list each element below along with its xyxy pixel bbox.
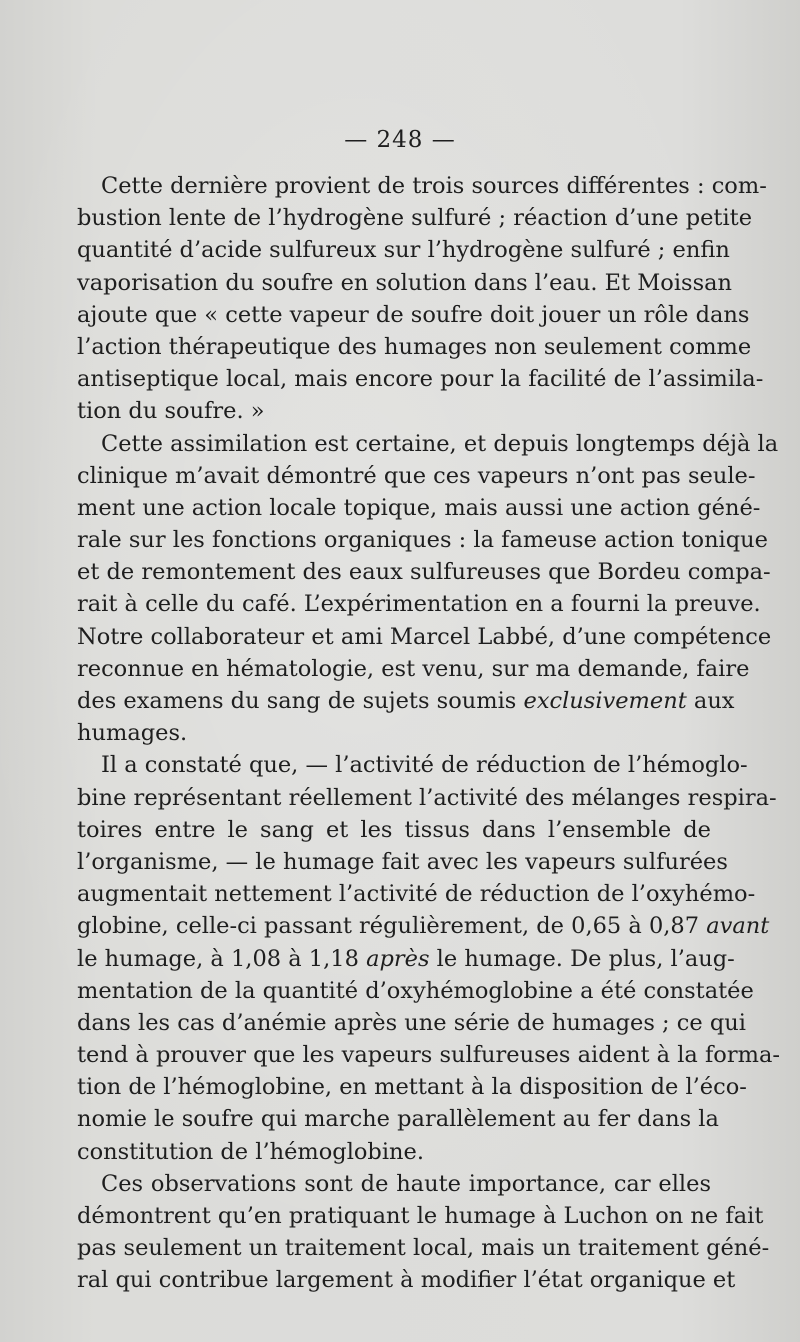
text-line	[77, 460, 756, 492]
text-line-main: le humage, à 1,08 à 1,18	[77, 945, 359, 972]
text-line-main: mentation de la quantité d’oxyhémoglobine a été constatée	[77, 977, 754, 1004]
text-line-main: ment une action locale topique, mais aussi une action géné-	[77, 494, 761, 521]
text-line-main: globine, celle-ci passant régulièrement, de 0,65 à 0,87	[77, 913, 700, 940]
text-line-main: Ces observations sont de haute importance, car elles	[101, 1170, 711, 1197]
text-line	[77, 170, 767, 202]
italic-word: après	[366, 945, 430, 972]
text-line	[77, 782, 777, 814]
text-line	[77, 524, 768, 556]
text-line-main: Notre collaborateur et ami Marcel Labbé, d’une compétence	[77, 623, 772, 650]
text-line-main: Cette dernière provient de trois sources différentes : com-	[101, 173, 767, 199]
text-line	[77, 588, 761, 620]
text-line	[77, 428, 779, 460]
text-line	[77, 814, 711, 846]
text-line-main: constitution de l’hémoglobine.	[77, 1138, 424, 1165]
text-line-main: des examens du sang de sujets soumis	[77, 688, 517, 714]
text-line	[77, 910, 770, 942]
text-line	[77, 1264, 736, 1296]
text-line	[77, 267, 733, 299]
text-line-main: ral qui contribue largement à modifier l’état organique et	[77, 1267, 736, 1294]
text-line-tail: le humage. De plus, l’aug-	[436, 945, 735, 972]
text-line	[77, 1200, 764, 1232]
text-line	[77, 878, 756, 910]
text-line	[77, 202, 753, 234]
text-line	[77, 299, 750, 331]
text-line	[77, 717, 711, 749]
italic-word: avant	[706, 913, 770, 940]
text-line-main: clinique m’avait démontré que ces vapeurs n’ont pas seule-	[77, 462, 756, 489]
text-line-main: Cette assimilation est certaine, et depuis longtemps déjà la	[101, 430, 779, 457]
text-line	[77, 1039, 780, 1071]
italic-word: exclusivement	[523, 688, 687, 714]
text-line	[77, 234, 730, 266]
text-line-main: bustion lente de l’hydrogène sulfuré ; réaction d’une petite	[77, 205, 753, 232]
text-line	[77, 749, 748, 781]
text-line-main: rait à celle du café. L’expérimentation en a fourni la preuve.	[77, 591, 761, 618]
text-line-main: démontrent qu’en pratiquant le humage à Luchon on ne fait	[77, 1203, 764, 1229]
text-line-main: quantité d’acide sulfureux sur l’hydrogène sulfuré ; enfin	[77, 237, 730, 264]
text-line	[77, 1168, 711, 1200]
text-line-main: toires entre le sang et les tissus dans l’ensemble de	[77, 816, 711, 843]
text-line	[77, 1007, 746, 1039]
text-line-main: et de remontement des eaux sulfureuses que Bordeu compa-	[77, 559, 771, 586]
text-line	[77, 363, 764, 395]
text-line-main: l’action thérapeutique des humages non seulement comme	[77, 333, 752, 360]
text-line	[77, 685, 735, 717]
text-line	[77, 943, 735, 975]
text-line-main: tend à prouver que les vapeurs sulfureuses aident à la forma-	[77, 1042, 780, 1069]
text-line	[77, 621, 772, 653]
text-line-main: pas seulement un traitement local, mais un traitement géné-	[77, 1235, 770, 1262]
text-line-main: tion de l’hémoglobine, en mettant à la disposition de l’éco-	[77, 1074, 747, 1101]
text-line-main: augmentait nettement l’activité de réduction de l’oxyhémo-	[77, 881, 756, 908]
body-text	[77, 170, 780, 1297]
text-line	[77, 331, 752, 363]
text-line-main: l’organisme, — le humage fait avec les vapeurs sulfurées	[77, 848, 728, 875]
text-line-main: nomie le soufre qui marche parallèlement au fer dans la	[77, 1106, 719, 1133]
text-line-main: humages.	[77, 720, 188, 747]
page-number: — 248 —	[344, 127, 456, 153]
text-line-main: tion du soufre. »	[77, 398, 265, 425]
text-line-main: ajoute que « cette vapeur de soufre doit jouer un rôle dans	[77, 301, 750, 328]
text-line-main: vaporisation du soufre en solution dans l’eau. Et Moissan	[77, 269, 733, 296]
text-line	[77, 975, 754, 1007]
text-line	[77, 395, 711, 427]
text-line-tail: aux	[693, 688, 735, 714]
text-line-main: antiseptique local, mais encore pour la facilité de l’assimila-	[77, 366, 764, 393]
text-line	[77, 1136, 711, 1168]
text-line-main: Il a constaté que, — l’activité de réduction de l’hémoglo-	[101, 752, 748, 779]
text-line-main: rale sur les fonctions organiques : la fameuse action tonique	[77, 527, 768, 554]
text-line	[77, 1103, 719, 1135]
text-line-main: bine représentant réellement l’activité des mélanges respira-	[77, 784, 777, 811]
text-line-main: reconnue en hématologie, est venu, sur ma demande, faire	[77, 655, 750, 682]
text-line-main: dans les cas d’anémie après une série de humages ; ce qui	[77, 1009, 746, 1036]
text-line	[77, 1232, 770, 1264]
text-line	[77, 556, 771, 588]
text-line	[77, 492, 761, 524]
text-line	[77, 653, 750, 685]
text-line	[77, 846, 728, 878]
text-line	[77, 1071, 747, 1103]
